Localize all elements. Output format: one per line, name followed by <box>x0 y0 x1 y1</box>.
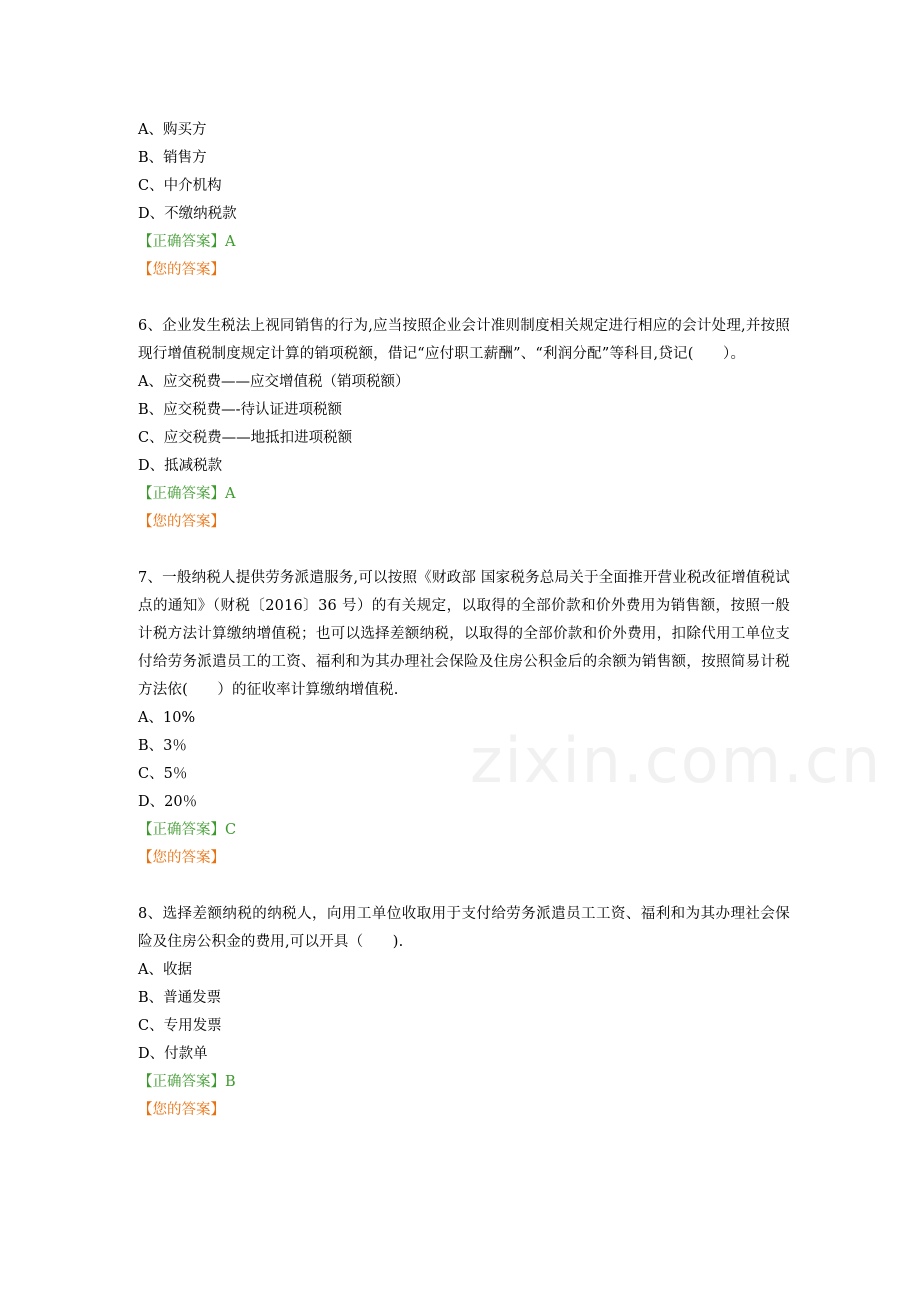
correct-answer: 【正确答案】A <box>138 234 236 250</box>
watermark: zixin.com.cn <box>470 724 883 797</box>
question-text: 6、企业发生税法上视同销售的行为,应当按照企业会计准则制度相关规定进行相应的会计处理,并按照现行增值税制度规定计算的销项税额，借记“应付职工薪酬”、“利润分配”等科目,贷记( ）。 <box>138 318 790 362</box>
option-b: B、普通发票 <box>138 990 222 1006</box>
option-a: A、购买方 <box>138 122 207 138</box>
your-answer: 【您的答案】 <box>138 850 225 866</box>
option-d: D、付款单 <box>138 1046 208 1062</box>
option-d: D、20％ <box>138 794 198 810</box>
option-a: A、应交税费——应交增值税（销项税额） <box>138 374 410 390</box>
correct-answer: 【正确答案】A <box>138 486 236 502</box>
your-answer: 【您的答案】 <box>138 514 225 530</box>
question-6 <box>138 312 790 536</box>
question-7 <box>138 564 790 872</box>
option-b: B、销售方 <box>138 150 207 166</box>
correct-answer: 【正确答案】C <box>138 822 237 838</box>
option-c: C、5％ <box>138 766 188 782</box>
option-a: A、收据 <box>138 962 192 978</box>
your-answer: 【您的答案】 <box>138 1102 225 1118</box>
question-text: 8、选择差额纳税的纳税人，向用工单位收取用于支付给劳务派遣员工工资、福利和为其办理社会保险及住房公积金的费用,可以开具（ ). <box>138 906 790 950</box>
option-c: C、专用发票 <box>138 1018 222 1034</box>
option-b: B、应交税费—-待认证进项税额 <box>138 402 343 418</box>
option-d: D、不缴纳税款 <box>138 206 237 222</box>
option-c: C、应交税费——地抵扣进项税额 <box>138 430 353 446</box>
question-5 <box>138 116 790 284</box>
question-text: 7、一般纳税人提供劳务派遣服务,可以按照《财政部 国家税务总局关于全面推开营业税改征增值税试点的通知》（财税〔2016〕36 号）的有关规定，以取得的全部价款和价外费用为销售额，按照一般计税方法计算缴纳增值税；也可以选择差额纳税，以取得的全部价款和价外费用，扣除代用工单位支付给劳务派遣员工的工资、福利和为其办理社会保险及住房公积金后的余额为销售额，按照简易计税方法依( ）的征收率计算缴纳增值税. <box>138 570 790 698</box>
option-c: C、中介机构 <box>138 178 222 194</box>
correct-answer: 【正确答案】B <box>138 1074 236 1090</box>
document-page <box>138 116 790 1124</box>
your-answer: 【您的答案】 <box>138 262 225 278</box>
option-a: A、10% <box>138 710 196 726</box>
option-b: B、3％ <box>138 738 187 754</box>
question-8 <box>138 900 790 1124</box>
option-d: D、抵减税款 <box>138 458 223 474</box>
